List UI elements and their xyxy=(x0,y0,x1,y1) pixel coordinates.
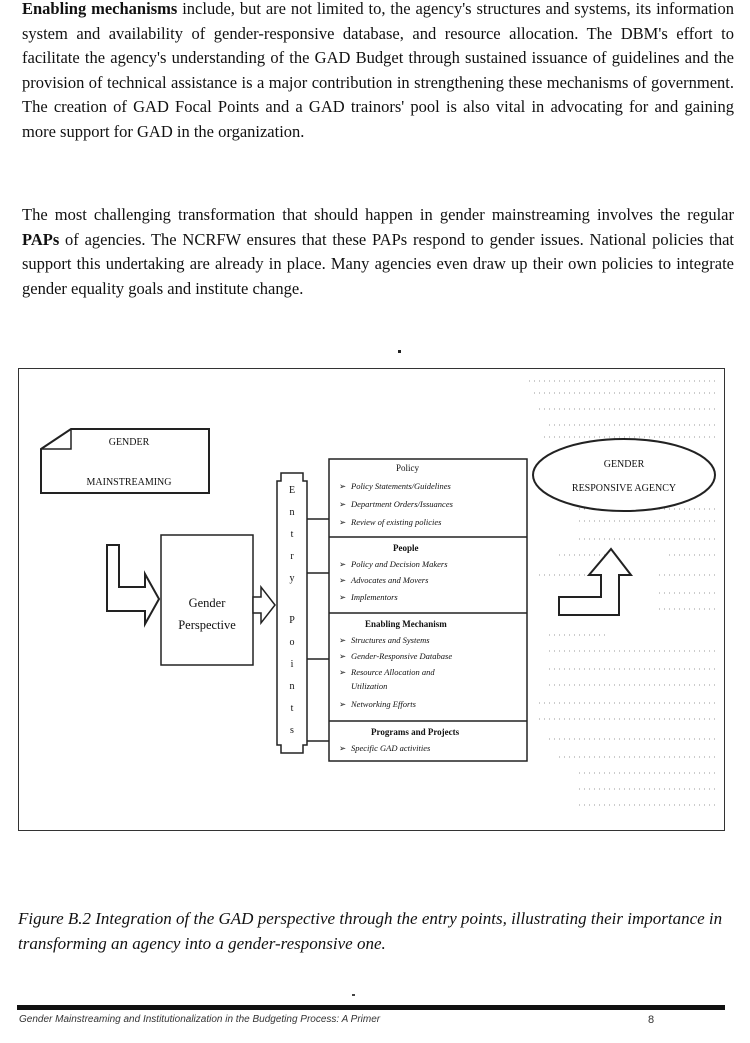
paragraph-text: include, but are not limited to, the agency's structures and systems, its information system and availability of gender-responsive database, and resource allocation. The DBM's effort to facilitate the agency's understanding of the GAD Budget through sustained issuance of guidelines and the provision of technical assistance is a major contribution in strengthening these mechanisms of government. The creation of GAD Focal Points and a GAD trainors' pool is also vital in advocating for and gaining more support for GAD in the organization. xyxy=(22,0,734,141)
paps-term: PAPs xyxy=(22,229,60,249)
speck xyxy=(352,994,355,996)
bullet-icon: ➢ xyxy=(339,575,347,585)
paragraph-transformation xyxy=(22,203,734,301)
banner-line-2: MAINSTREAMING xyxy=(86,477,172,488)
enabling-item: Structures and Systems xyxy=(351,635,430,645)
bullet-icon: ➢ xyxy=(339,699,347,709)
page-number: 8 xyxy=(648,1014,655,1026)
section-title-people: People xyxy=(393,543,419,553)
bullet-icon: ➢ xyxy=(339,481,347,491)
entry-letter: s xyxy=(290,725,294,736)
up-arrow-icon xyxy=(559,549,631,615)
bullet-icon: ➢ xyxy=(339,499,347,509)
paragraph-text-start: The most challenging transformation that should happen in gender mainstreaming involves the regular xyxy=(22,205,734,224)
entry-letter: y xyxy=(289,573,295,584)
gender-responsive-agency-oval xyxy=(533,439,715,511)
entry-points-column xyxy=(277,473,307,753)
perspective-line-2: Perspective xyxy=(178,618,236,632)
section-title-policy: Policy xyxy=(396,463,420,473)
bullet-icon: ➢ xyxy=(339,651,347,661)
paragraph-text-end: of agencies. The NCRFW ensures that these PAPs respond to gender issues. National policies that support this undertaking are already in place. Many agencies even draw up their own policies to integrate gender equality goals and institute change. xyxy=(22,229,734,298)
gender-mainstreaming-banner xyxy=(41,429,209,493)
paragraph-enabling-mechanisms xyxy=(22,0,734,144)
entry-letter: r xyxy=(290,551,294,562)
bullet-icon: ➢ xyxy=(339,517,347,527)
people-item: Advocates and Movers xyxy=(351,575,429,585)
entry-letter: n xyxy=(289,507,295,518)
perspective-line-1: Gender xyxy=(188,596,226,610)
right-arrow-icon xyxy=(253,587,275,623)
agency-line-1: GENDER xyxy=(603,459,645,470)
entry-letter: P xyxy=(289,615,295,626)
entry-letter: E xyxy=(288,485,296,496)
section-title-programs: Programs and Projects xyxy=(371,727,460,737)
footer-text: Gender Mainstreaming and Institutionalization in the Budgeting Process: A Primer xyxy=(19,1014,381,1025)
diagram-svg xyxy=(19,369,726,832)
bullet-icon: ➢ xyxy=(339,667,347,677)
entry-letter: o xyxy=(289,637,295,648)
entry-point-sections xyxy=(329,459,527,761)
entry-letter: t xyxy=(290,703,294,714)
programs-item: Specific GAD activities xyxy=(351,743,431,753)
enabling-item: Gender-Responsive Database xyxy=(351,651,453,661)
gender-perspective-box xyxy=(161,535,253,665)
connector-lines xyxy=(307,519,329,741)
enabling-item-continuation: Utilization xyxy=(351,681,388,691)
entry-letter: n xyxy=(289,681,295,692)
agency-line-2: RESPONSIVE AGENCY xyxy=(571,483,677,494)
entry-letter: i xyxy=(290,659,294,670)
policy-item: Review of existing policies xyxy=(351,517,442,527)
entry-arrow-icon xyxy=(107,545,159,624)
banner-line-1: GENDER xyxy=(108,437,150,448)
entry-letter: t xyxy=(290,529,294,540)
people-item: Implementors xyxy=(351,592,398,602)
enabling-item: Networking Efforts xyxy=(351,699,416,709)
figure-caption: Figure B.2 Integration of the GAD perspective through the entry points, illustrating their importance in transforming an agency into a gender-responsive one. xyxy=(18,909,723,953)
people-item: Policy and Decision Makers xyxy=(351,559,448,569)
policy-item: Policy Statements/Guidelines xyxy=(351,481,451,491)
policy-item: Department Orders/Issuances xyxy=(351,499,453,509)
section-title-enabling: Enabling Mechanism xyxy=(365,619,447,629)
speck xyxy=(398,350,401,353)
bullet-icon: ➢ xyxy=(339,592,347,602)
bullet-icon: ➢ xyxy=(339,635,347,645)
footer-rule xyxy=(17,1005,725,1010)
figure-gad-integration xyxy=(18,368,725,831)
bullet-icon: ➢ xyxy=(339,559,347,569)
bullet-icon: ➢ xyxy=(339,743,347,753)
enabling-item: Resource Allocation and xyxy=(351,667,435,677)
enabling-mechanisms-term: Enabling mechanisms xyxy=(22,0,178,18)
